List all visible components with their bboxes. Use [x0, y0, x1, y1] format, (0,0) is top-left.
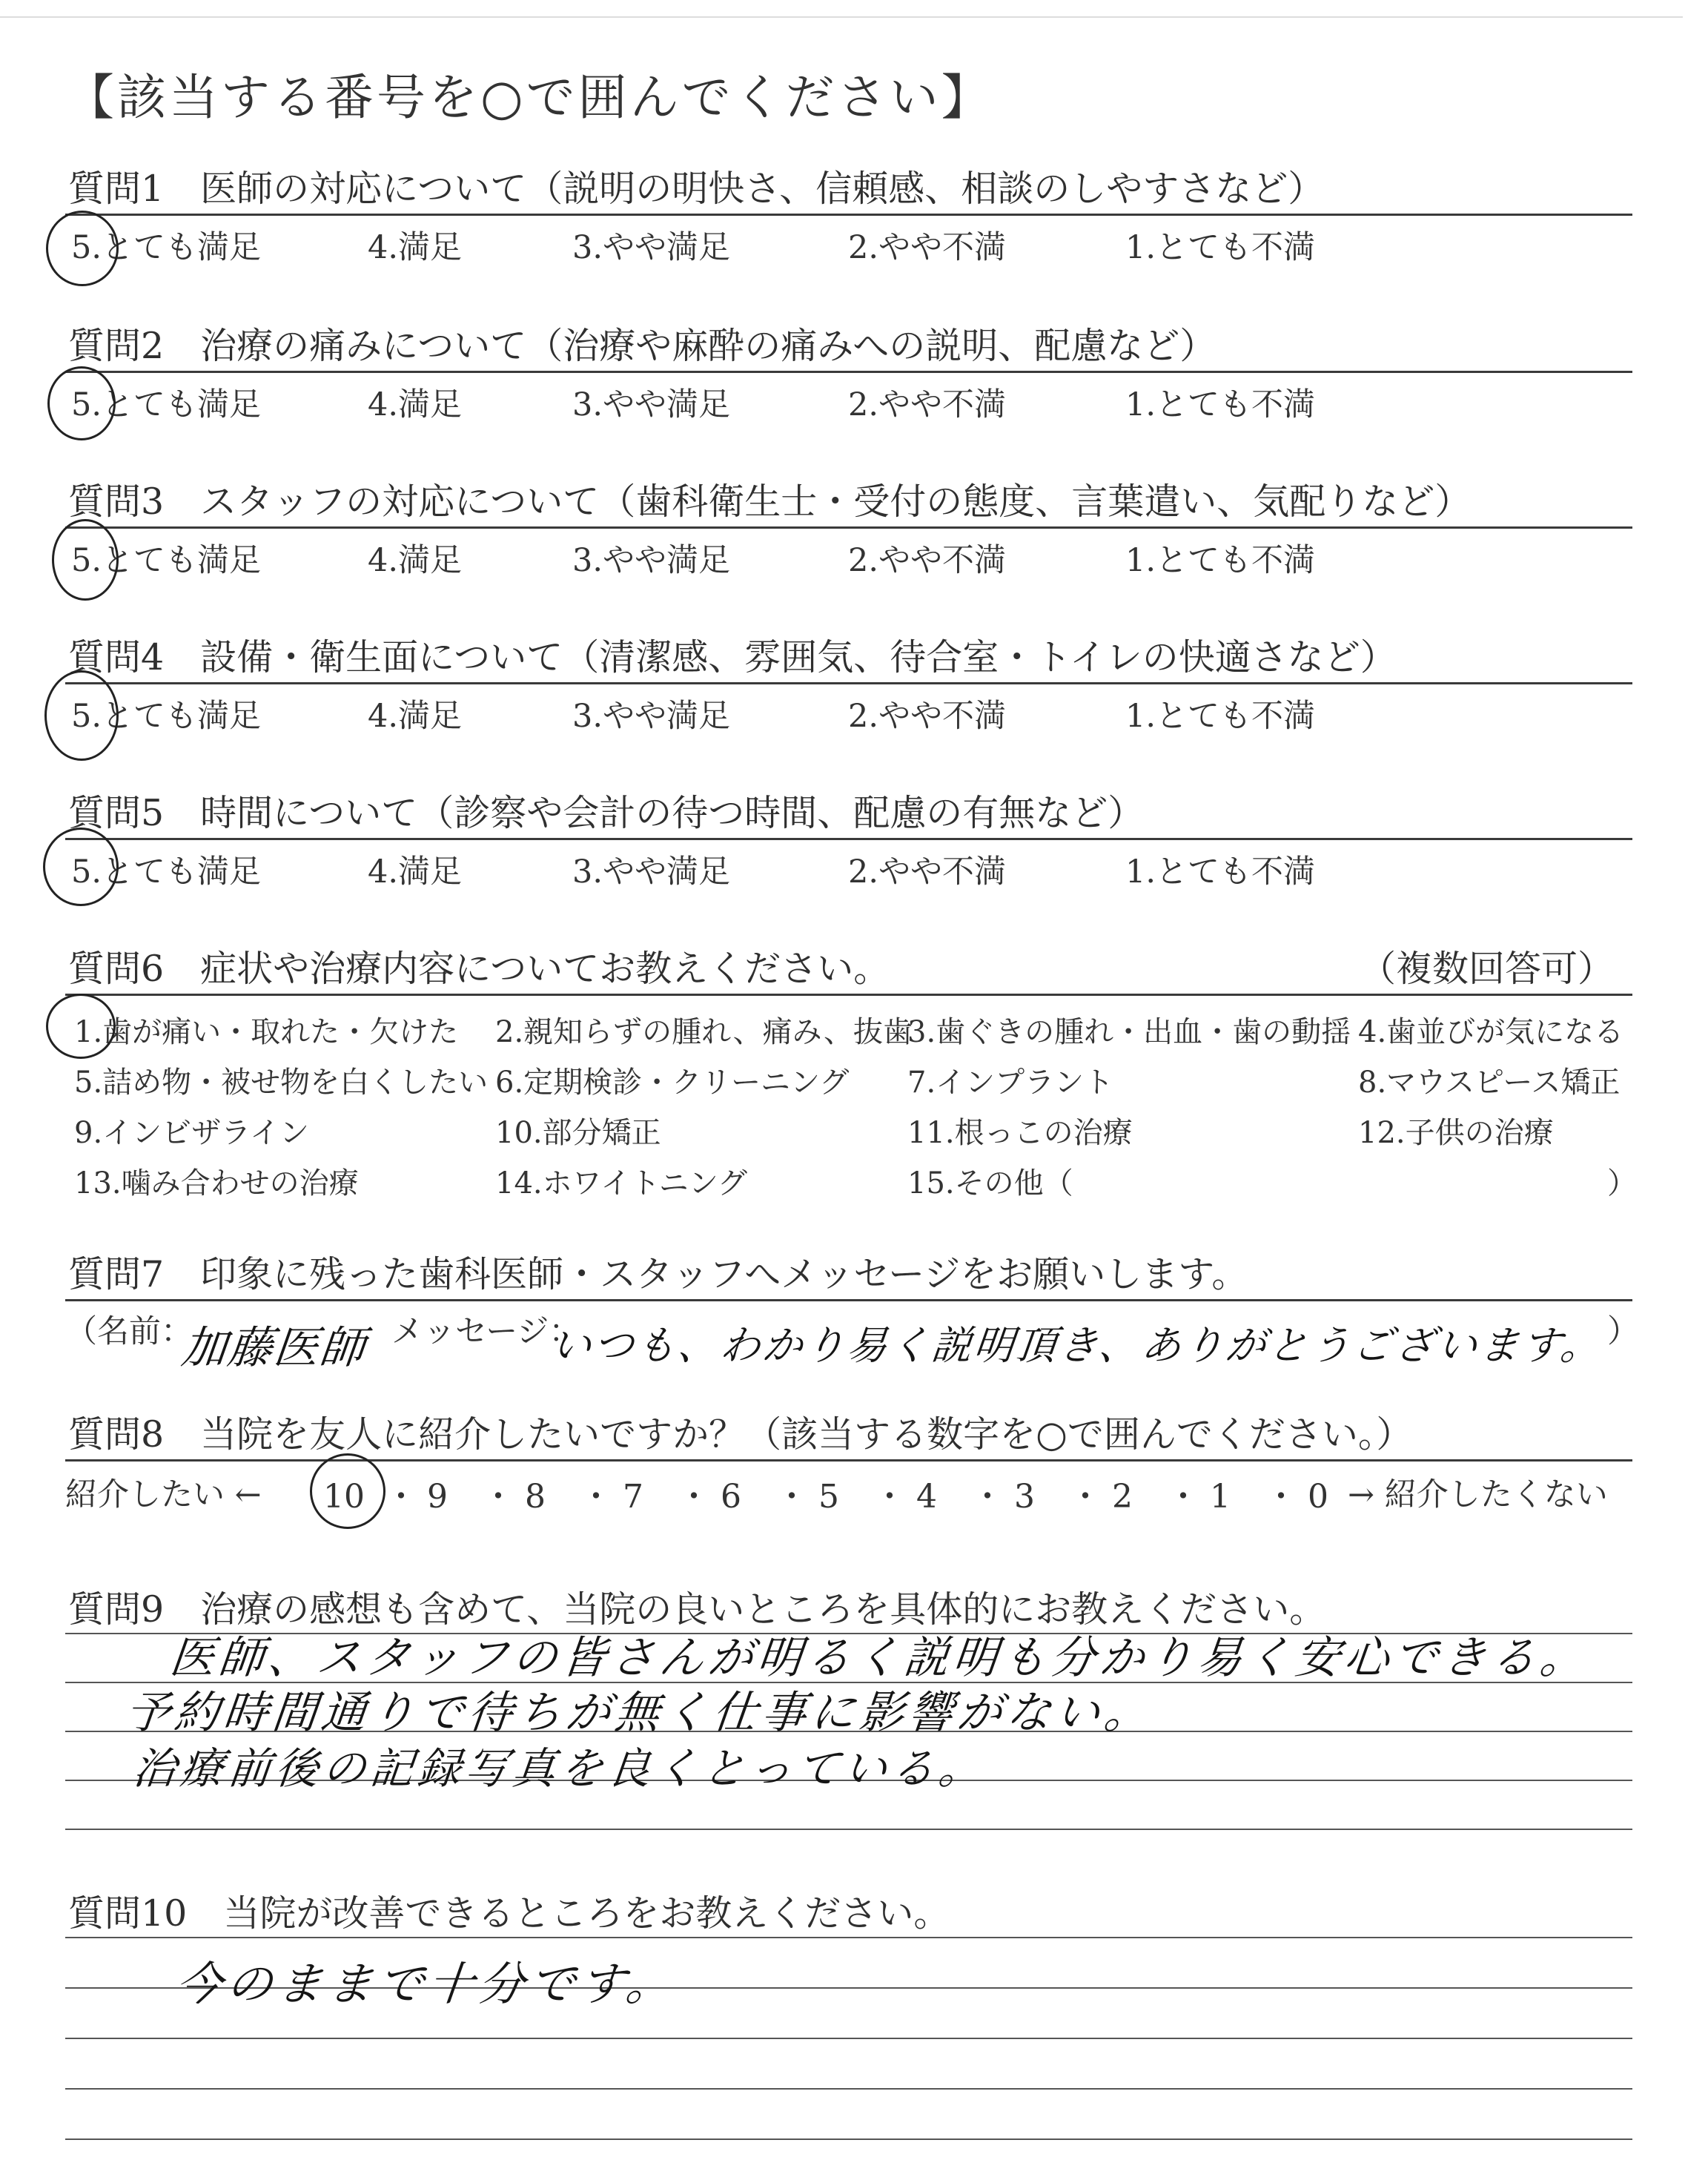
q6-option-3[interactable]: 3.歯ぐきの腫れ・出血・歯の動揺 [907, 1015, 1351, 1049]
q4-rule [65, 682, 1632, 684]
q10-answer-line-1[interactable]: 今のままで十分です。 [173, 1957, 680, 2011]
q2-option-4[interactable]: 4.満足 [368, 386, 463, 423]
q8-separator: ・ [775, 1478, 808, 1516]
q1-option-4[interactable]: 4.満足 [368, 229, 463, 266]
q1-option-1[interactable]: 1.とても不満 [1125, 229, 1316, 266]
q6-option-12[interactable]: 12.子供の治療 [1358, 1116, 1554, 1150]
q6-option-15[interactable]: 15.その他（ [907, 1166, 1073, 1200]
q6-option-7[interactable]: 7.インプラント [907, 1066, 1114, 1100]
q1-option-5[interactable]: 5.とても満足 [71, 229, 262, 266]
q1-option-3[interactable]: 3.やや満足 [572, 229, 731, 266]
q6-rule [65, 994, 1632, 996]
q9-answer-line-2[interactable]: 予約時間通りで待ちが無く仕事に影響がない。 [122, 1687, 1156, 1739]
q5-option-1[interactable]: 1.とても不満 [1125, 853, 1316, 891]
q6-option-1[interactable]: 1.歯が痛い・取れた・欠けた [74, 1015, 459, 1049]
q3-option-5[interactable]: 5.とても満足 [71, 542, 262, 579]
q2-option-2[interactable]: 2.やや不満 [848, 386, 1007, 423]
q4-title: 質問4 設備・衛生面について（清潔感、雰囲気、待合室・トイレの快適さなど） [68, 636, 1397, 678]
q6-option-6[interactable]: 6.定期検診・クリーニング [495, 1066, 850, 1100]
q6-option-10[interactable]: 10.部分矯正 [495, 1116, 661, 1150]
q8-separator: ・ [678, 1478, 710, 1516]
q8-scale-8[interactable]: 8 [525, 1478, 546, 1516]
scan-top-edge [0, 16, 1683, 18]
q8-separator: ・ [971, 1478, 1004, 1516]
q8-scale-7[interactable]: 7 [623, 1478, 643, 1516]
q5-title: 質問5 時間について（診察や会計の待つ時間、配慮の有無など） [68, 792, 1145, 834]
q6-option-5[interactable]: 5.詰め物・被せ物を白くしたい [74, 1066, 489, 1100]
q8-separator: ・ [482, 1478, 514, 1516]
q3-option-3[interactable]: 3.やや満足 [572, 542, 731, 579]
q10-rule-5 [65, 2138, 1632, 2140]
q9-answer-line-1[interactable]: 医師、スタッフの皆さんが明るく説明も分かり易く安心できる。 [167, 1632, 1592, 1684]
q8-rule [65, 1459, 1632, 1462]
q4-selected-circle [44, 670, 119, 761]
q3-selected-circle [52, 519, 119, 601]
q1-selected-circle [46, 211, 119, 286]
q8-scale-1[interactable]: 1 [1210, 1478, 1231, 1516]
q8-title: 質問8 当院を友人に紹介したいですか？（該当する数字を○で囲んでください。） [68, 1413, 1413, 1456]
q8-separator: ・ [385, 1478, 417, 1516]
q10-rule-1 [65, 1937, 1632, 1938]
q8-separator: ・ [1069, 1478, 1102, 1516]
q9-rule-5 [65, 1829, 1632, 1830]
q6-other-close-paren: ） [1607, 1166, 1637, 1200]
q3-title: 質問3 スタッフの対応について（歯科衛生士・受付の態度、言葉遣い、気配りなど） [68, 480, 1472, 523]
q3-option-2[interactable]: 2.やや不満 [848, 542, 1007, 579]
q8-separator: ・ [1265, 1478, 1297, 1516]
q8-left-label: 紹介したい ← [65, 1476, 262, 1513]
q1-title: 質問1 医師の対応について（説明の明快さ、信頼感、相談のしやすさなど） [68, 168, 1325, 210]
q3-option-1[interactable]: 1.とても不満 [1125, 542, 1316, 579]
q8-scale-6[interactable]: 6 [721, 1478, 741, 1516]
q4-option-2[interactable]: 2.やや不満 [848, 698, 1007, 735]
q7-title: 質問7 印象に残った歯科医師・スタッフへメッセージをお願いします。 [68, 1253, 1248, 1295]
q6-option-11[interactable]: 11.根っこの治療 [907, 1116, 1133, 1150]
q1-option-2[interactable]: 2.やや不満 [848, 229, 1007, 266]
q7-name-handwritten[interactable]: 加藤医師 [179, 1322, 369, 1374]
q7-rule [65, 1299, 1632, 1301]
q2-title: 質問2 治療の痛みについて（治療や麻酔の痛みへの説明、配慮など） [68, 325, 1217, 367]
q4-option-1[interactable]: 1.とても不満 [1125, 698, 1316, 735]
q8-scale-2[interactable]: 2 [1112, 1478, 1133, 1516]
q5-option-3[interactable]: 3.やや満足 [572, 853, 731, 891]
q7-close-paren: ） [1607, 1313, 1639, 1350]
q9-answer-line-3[interactable]: 治療前後の記録写真を良くとっている。 [130, 1743, 989, 1794]
q8-scale-4[interactable]: 4 [916, 1478, 937, 1516]
q8-separator: ・ [1167, 1478, 1199, 1516]
q8-scale [323, 1470, 1345, 1517]
q6-option-2[interactable]: 2.親知らずの腫れ、痛み、抜歯 [495, 1015, 913, 1049]
q10-title: 質問10 当院が改善できるところをお教えください。 [68, 1892, 950, 1935]
q5-option-4[interactable]: 4.満足 [368, 853, 463, 891]
q8-separator: ・ [873, 1478, 906, 1516]
q6-title: 質問6 症状や治療内容についてお教えください。 [68, 948, 890, 990]
q6-selected-circle [46, 994, 116, 1059]
q7-name-label: （名前： [65, 1313, 193, 1350]
q6-option-14[interactable]: 14.ホワイトニング [495, 1166, 748, 1200]
q4-option-3[interactable]: 3.やや満足 [572, 698, 731, 735]
q2-option-1[interactable]: 1.とても不満 [1125, 386, 1316, 423]
q2-rule [65, 371, 1632, 373]
q7-message-label: メッセージ： [391, 1313, 581, 1350]
q6-option-4[interactable]: 4.歯並びが気になる [1358, 1015, 1624, 1049]
q8-scale-0[interactable]: 0 [1308, 1478, 1328, 1516]
q8-right-label: → 紹介したくない [1348, 1476, 1608, 1513]
q3-rule [65, 526, 1632, 529]
q3-option-4[interactable]: 4.満足 [368, 542, 463, 579]
q10-rule-4 [65, 2088, 1632, 2090]
q2-selected-circle [47, 366, 116, 440]
q8-scale-3[interactable]: 3 [1014, 1478, 1035, 1516]
q5-option-5[interactable]: 5.とても満足 [71, 853, 262, 891]
q4-option-4[interactable]: 4.満足 [368, 698, 463, 735]
q6-option-13[interactable]: 13.噛み合わせの治療 [74, 1166, 359, 1200]
q1-rule [65, 214, 1632, 216]
q8-scale-10[interactable]: 10 [323, 1478, 365, 1516]
q8-scale-9[interactable]: 9 [427, 1478, 448, 1516]
q4-option-5[interactable]: 5.とても満足 [71, 698, 262, 735]
q2-option-3[interactable]: 3.やや満足 [572, 386, 731, 423]
q6-note: （複数回答可） [1360, 948, 1615, 990]
q5-rule [65, 838, 1632, 840]
q7-message-handwritten[interactable]: いつも、わかり易く説明頂き、ありがとうございます。 [549, 1322, 1606, 1369]
q5-selected-circle [43, 828, 119, 906]
page-header: 【該当する番号を○で囲んでください】 [65, 69, 993, 126]
q5-option-2[interactable]: 2.やや不満 [848, 853, 1007, 891]
q6-option-8[interactable]: 8.マウスピース矯正 [1358, 1066, 1621, 1100]
q8-separator: ・ [580, 1478, 612, 1516]
q10-rule-3 [65, 2038, 1632, 2039]
q9-title: 質問9 治療の感想も含めて、当院の良いところを具体的にお教えください。 [68, 1588, 1326, 1631]
q2-option-5[interactable]: 5.とても満足 [71, 386, 262, 423]
q6-option-9[interactable]: 9.インビザライン [74, 1116, 309, 1150]
q8-selected-circle [310, 1453, 385, 1529]
q8-scale-5[interactable]: 5 [818, 1478, 839, 1516]
